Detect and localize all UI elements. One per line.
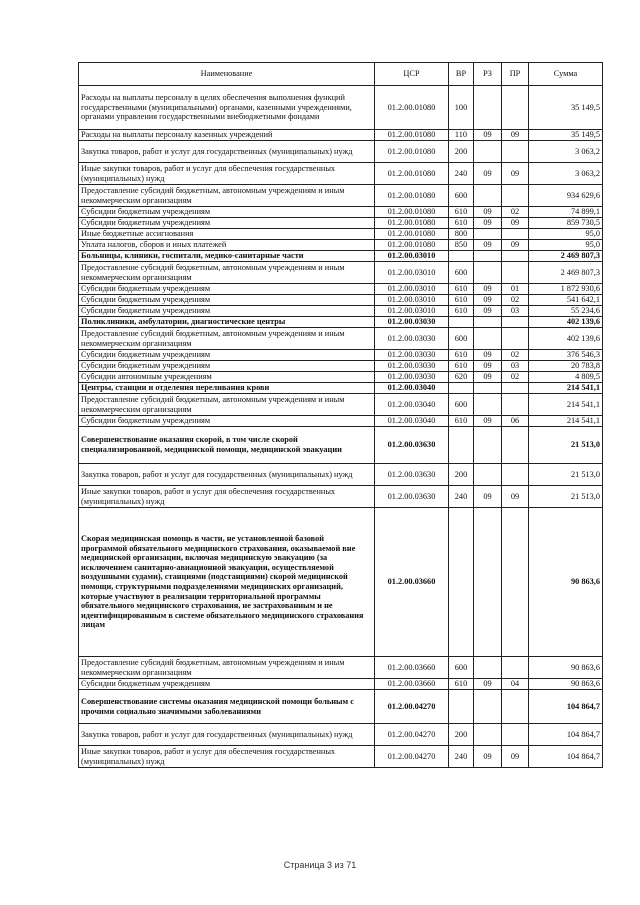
cell-sum: 104 864,7 [529, 690, 603, 724]
cell-csr: 01.2.00.03010 [375, 306, 449, 317]
cell-vr: 610 [449, 306, 474, 317]
cell-sum: 402 139,6 [529, 317, 603, 328]
cell-name: Субсидии бюджетным учреждениям [79, 679, 375, 690]
cell-vr [449, 427, 474, 464]
cell-name: Субсидии бюджетным учреждениям [79, 218, 375, 229]
table-row [79, 207, 603, 218]
cell-pr: 02 [502, 350, 529, 361]
cell-rz: 09 [474, 416, 502, 427]
cell-pr [502, 251, 529, 262]
cell-rz: 09 [474, 163, 502, 185]
table-row [79, 86, 603, 130]
cell-csr: 01.2.00.03030 [375, 328, 449, 350]
table-row [79, 163, 603, 185]
cell-name: Субсидии бюджетным учреждениям [79, 416, 375, 427]
cell-rz: 09 [474, 130, 502, 141]
cell-name: Закупка товаров, работ и услуг для государственных (муниципальных) нужд [79, 464, 375, 486]
table-row [79, 486, 603, 508]
cell-name: Субсидии бюджетным учреждениям [79, 207, 375, 218]
cell-name: Предоставление субсидий бюджетным, автономным учреждениям и иным некоммерческим организациям [79, 328, 375, 350]
table-row [79, 657, 603, 679]
table-row [79, 317, 603, 328]
table-row [79, 394, 603, 416]
cell-vr: 200 [449, 724, 474, 746]
cell-csr: 01.2.00.03040 [375, 394, 449, 416]
cell-rz [474, 317, 502, 328]
cell-sum: 3 063,2 [529, 141, 603, 163]
cell-pr: 09 [502, 130, 529, 141]
cell-pr [502, 229, 529, 240]
table-header-row [79, 63, 603, 86]
cell-rz [474, 229, 502, 240]
cell-csr: 01.2.00.01080 [375, 185, 449, 207]
cell-sum: 90 863,6 [529, 679, 603, 690]
cell-csr: 01.2.00.01080 [375, 130, 449, 141]
cell-name: Закупка товаров, работ и услуг для государственных (муниципальных) нужд [79, 141, 375, 163]
cell-pr: 04 [502, 679, 529, 690]
table-row [79, 427, 603, 464]
cell-sum: 21 513,0 [529, 486, 603, 508]
cell-sum: 21 513,0 [529, 464, 603, 486]
cell-vr: 610 [449, 295, 474, 306]
cell-pr: 09 [502, 218, 529, 229]
table-row [79, 416, 603, 427]
cell-vr: 610 [449, 416, 474, 427]
cell-pr: 02 [502, 207, 529, 218]
cell-csr: 01.2.00.01080 [375, 240, 449, 251]
cell-csr: 01.2.00.01080 [375, 86, 449, 130]
cell-rz [474, 328, 502, 350]
cell-csr: 01.2.00.03030 [375, 372, 449, 383]
cell-vr [449, 251, 474, 262]
cell-pr [502, 185, 529, 207]
table-row [79, 218, 603, 229]
cell-csr: 01.2.00.03030 [375, 317, 449, 328]
cell-csr: 01.2.00.01080 [375, 141, 449, 163]
cell-pr [502, 657, 529, 679]
cell-name: Субсидии автономным учреждениям [79, 372, 375, 383]
cell-rz [474, 724, 502, 746]
table-row [79, 372, 603, 383]
table-row [79, 295, 603, 306]
cell-sum: 90 863,6 [529, 657, 603, 679]
cell-name: Субсидии бюджетным учреждениям [79, 306, 375, 317]
header-pr: ПР [502, 63, 529, 86]
cell-pr: 02 [502, 372, 529, 383]
cell-rz: 09 [474, 207, 502, 218]
cell-csr: 01.2.00.03630 [375, 427, 449, 464]
table-row [79, 240, 603, 251]
cell-sum: 541 642,1 [529, 295, 603, 306]
cell-pr [502, 262, 529, 284]
cell-csr: 01.2.00.03040 [375, 383, 449, 394]
cell-rz [474, 657, 502, 679]
cell-vr: 100 [449, 86, 474, 130]
cell-csr: 01.2.00.03030 [375, 350, 449, 361]
cell-pr: 02 [502, 295, 529, 306]
cell-sum: 35 149,5 [529, 130, 603, 141]
cell-name: Предоставление субсидий бюджетным, автономным учреждениям и иным некоммерческим организациям [79, 657, 375, 679]
cell-name: Иные закупки товаров, работ и услуг для обеспечения государственных (муниципальных) нужд [79, 746, 375, 768]
cell-csr: 01.2.00.03030 [375, 361, 449, 372]
table-row [79, 130, 603, 141]
cell-vr: 240 [449, 486, 474, 508]
cell-vr [449, 690, 474, 724]
cell-sum: 1 872 930,6 [529, 284, 603, 295]
table-row [79, 464, 603, 486]
table-body [79, 86, 603, 768]
cell-rz: 09 [474, 284, 502, 295]
cell-vr: 600 [449, 657, 474, 679]
cell-pr: 03 [502, 361, 529, 372]
cell-vr: 110 [449, 130, 474, 141]
cell-vr: 600 [449, 328, 474, 350]
cell-rz [474, 251, 502, 262]
cell-name: Иные закупки товаров, работ и услуг для обеспечения государственных (муниципальных) нужд [79, 486, 375, 508]
cell-vr: 200 [449, 141, 474, 163]
cell-pr [502, 427, 529, 464]
cell-rz [474, 185, 502, 207]
cell-sum: 20 783,8 [529, 361, 603, 372]
cell-sum: 35 149,5 [529, 86, 603, 130]
cell-sum: 2 469 807,3 [529, 251, 603, 262]
cell-pr [502, 141, 529, 163]
cell-name: Субсидии бюджетным учреждениям [79, 361, 375, 372]
cell-rz [474, 394, 502, 416]
cell-csr: 01.2.00.04270 [375, 746, 449, 768]
cell-csr: 01.2.00.03630 [375, 486, 449, 508]
cell-vr: 600 [449, 262, 474, 284]
cell-rz: 09 [474, 486, 502, 508]
cell-vr: 620 [449, 372, 474, 383]
table-row [79, 262, 603, 284]
cell-rz: 09 [474, 361, 502, 372]
cell-name: Закупка товаров, работ и услуг для государственных (муниципальных) нужд [79, 724, 375, 746]
cell-name: Скорая медицинская помощь в части, не установленной базовой программой обязательного медицинского страхования, оказываемой вне медицинской организации, включая медицинскую эвакуацию (за исключением санитарно-авиационной эвакуации, осуществляемой воздушными судами), станциями (подстанциями) скорой медицинской помощи, структурными подразделениями медицинских организаций, которые участвуют в реализации территориальной программы обязательного медицинского страхования, не застрахованным и не идентифицированным в системе обязательного медицинского страхования лицам [79, 508, 375, 657]
table-row [79, 141, 603, 163]
cell-csr: 01.2.00.03630 [375, 464, 449, 486]
cell-sum: 402 139,6 [529, 328, 603, 350]
cell-pr [502, 508, 529, 657]
table-row [79, 306, 603, 317]
cell-csr: 01.2.00.03660 [375, 679, 449, 690]
cell-vr: 610 [449, 284, 474, 295]
cell-csr: 01.2.00.04270 [375, 724, 449, 746]
header-name: Наименование [79, 63, 375, 86]
cell-name: Расходы на выплаты персоналу в целях обеспечения выполнения функций государственными (муниципальными) органами, казенными учреждениями, органами управления государственными внебюджетными фондами [79, 86, 375, 130]
cell-pr: 09 [502, 746, 529, 768]
cell-csr: 01.2.00.03010 [375, 262, 449, 284]
cell-pr [502, 690, 529, 724]
table-row [79, 229, 603, 240]
cell-rz: 09 [474, 306, 502, 317]
table-row [79, 508, 603, 657]
cell-pr [502, 394, 529, 416]
cell-name: Предоставление субсидий бюджетным, автономным учреждениям и иным некоммерческим организациям [79, 394, 375, 416]
page-footer: Страница 3 из 71 [283, 860, 357, 870]
cell-sum: 55 234,6 [529, 306, 603, 317]
cell-sum: 934 629,6 [529, 185, 603, 207]
cell-vr: 850 [449, 240, 474, 251]
cell-rz: 09 [474, 218, 502, 229]
cell-name: Больницы, клиники, госпитали, медико-санитарные части [79, 251, 375, 262]
cell-name: Поликлиники, амбулатории, диагностические центры [79, 317, 375, 328]
header-csr: ЦСР [375, 63, 449, 86]
cell-vr: 240 [449, 746, 474, 768]
cell-sum: 104 864,7 [529, 746, 603, 768]
cell-vr: 600 [449, 394, 474, 416]
cell-rz [474, 86, 502, 130]
cell-name: Центры, станции и отделения переливания крови [79, 383, 375, 394]
table-row [79, 185, 603, 207]
cell-name: Иные закупки товаров, работ и услуг для обеспечения государственных (муниципальных) нужд [79, 163, 375, 185]
cell-vr [449, 317, 474, 328]
cell-rz: 09 [474, 679, 502, 690]
cell-vr: 610 [449, 350, 474, 361]
cell-rz: 09 [474, 746, 502, 768]
cell-name: Субсидии бюджетным учреждениям [79, 350, 375, 361]
cell-csr: 01.2.00.01080 [375, 207, 449, 218]
table-row [79, 690, 603, 724]
cell-pr [502, 464, 529, 486]
cell-name: Иные бюджетные ассигнования [79, 229, 375, 240]
cell-name: Субсидии бюджетным учреждениям [79, 295, 375, 306]
cell-name: Субсидии бюджетным учреждениям [79, 284, 375, 295]
cell-sum: 74 899,1 [529, 207, 603, 218]
cell-sum: 214 541,1 [529, 394, 603, 416]
cell-name: Расходы на выплаты персоналу казенных учреждений [79, 130, 375, 141]
table-row [79, 328, 603, 350]
table-row [79, 383, 603, 394]
cell-vr [449, 383, 474, 394]
header-sum: Сумма [529, 63, 603, 86]
cell-rz [474, 383, 502, 394]
cell-sum: 4 809,5 [529, 372, 603, 383]
cell-vr: 610 [449, 207, 474, 218]
cell-sum: 21 513,0 [529, 427, 603, 464]
cell-name: Предоставление субсидий бюджетным, автономным учреждениям и иным некоммерческим организациям [79, 262, 375, 284]
cell-sum: 104 864,7 [529, 724, 603, 746]
cell-vr: 610 [449, 679, 474, 690]
cell-rz [474, 690, 502, 724]
cell-pr: 09 [502, 240, 529, 251]
cell-sum: 214 541,1 [529, 383, 603, 394]
cell-pr: 01 [502, 284, 529, 295]
cell-csr: 01.2.00.03660 [375, 657, 449, 679]
cell-vr: 200 [449, 464, 474, 486]
cell-name: Совершенствование системы оказания медицинской помощи больным с прочими социально значимыми заболеваниями [79, 690, 375, 724]
cell-csr: 01.2.00.01080 [375, 229, 449, 240]
cell-csr: 01.2.00.01080 [375, 218, 449, 229]
table-row [79, 251, 603, 262]
table-row [79, 350, 603, 361]
cell-rz [474, 427, 502, 464]
header-vr: ВР [449, 63, 474, 86]
cell-rz [474, 464, 502, 486]
cell-sum: 376 546,3 [529, 350, 603, 361]
cell-rz: 09 [474, 372, 502, 383]
cell-rz: 09 [474, 350, 502, 361]
cell-name: Уплата налогов, сборов и иных платежей [79, 240, 375, 251]
cell-name: Совершенствование оказания скорой, в том числе скорой специализированной, медицинской помощи, медицинской эвакуации [79, 427, 375, 464]
table-row [79, 361, 603, 372]
cell-rz [474, 262, 502, 284]
cell-sum: 95,0 [529, 229, 603, 240]
cell-pr [502, 86, 529, 130]
cell-csr: 01.2.00.04270 [375, 690, 449, 724]
cell-sum: 214 541,1 [529, 416, 603, 427]
cell-csr: 01.2.00.03010 [375, 284, 449, 295]
cell-rz [474, 141, 502, 163]
cell-sum: 3 063,2 [529, 163, 603, 185]
cell-sum: 2 469 807,3 [529, 262, 603, 284]
cell-pr: 06 [502, 416, 529, 427]
cell-rz: 09 [474, 240, 502, 251]
header-rz: РЗ [474, 63, 502, 86]
cell-csr: 01.2.00.03010 [375, 295, 449, 306]
cell-csr: 01.2.00.03040 [375, 416, 449, 427]
cell-vr: 610 [449, 361, 474, 372]
cell-csr: 01.2.00.03660 [375, 508, 449, 657]
cell-pr [502, 724, 529, 746]
cell-pr [502, 328, 529, 350]
table-row [79, 746, 603, 768]
cell-pr [502, 383, 529, 394]
cell-pr: 09 [502, 163, 529, 185]
cell-pr: 09 [502, 486, 529, 508]
table-row [79, 724, 603, 746]
cell-vr: 800 [449, 229, 474, 240]
budget-table [78, 62, 603, 768]
cell-sum: 859 730,5 [529, 218, 603, 229]
cell-csr: 01.2.00.01080 [375, 163, 449, 185]
cell-name: Предоставление субсидий бюджетным, автономным учреждениям и иным некоммерческим организациям [79, 185, 375, 207]
cell-sum: 90 863,6 [529, 508, 603, 657]
cell-rz: 09 [474, 295, 502, 306]
cell-vr: 610 [449, 218, 474, 229]
cell-vr: 240 [449, 163, 474, 185]
cell-vr [449, 508, 474, 657]
table-row [79, 284, 603, 295]
cell-vr: 600 [449, 185, 474, 207]
cell-pr [502, 317, 529, 328]
cell-csr: 01.2.00.03010 [375, 251, 449, 262]
cell-pr: 03 [502, 306, 529, 317]
cell-sum: 95,0 [529, 240, 603, 251]
table-row [79, 679, 603, 690]
cell-rz [474, 508, 502, 657]
